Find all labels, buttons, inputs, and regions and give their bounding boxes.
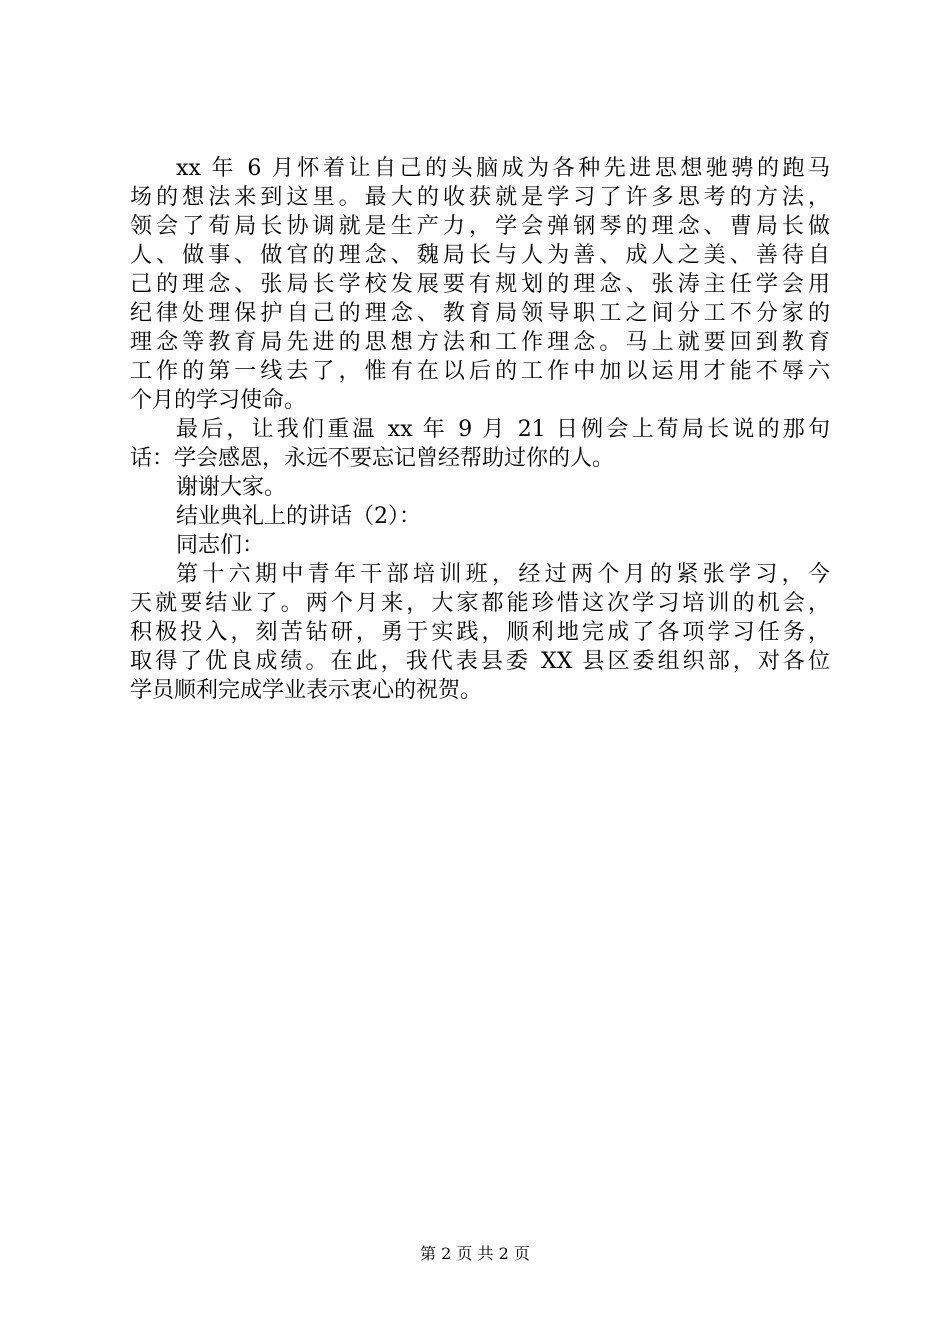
text-line: 话：学会感恩，永远不要忘记曾经帮助过你的人。 [130,446,615,471]
paragraph [130,415,830,473]
paragraph [130,502,830,531]
text-line: 理念等教育局先进的思想方法和工作理念。马上就要回到教育 [130,330,830,355]
paragraph [130,473,830,502]
text-line: 人、做事、做官的理念、魏局长与人为善、成人之美、善待自 [130,243,830,268]
salutation: 同志们： [176,533,265,558]
text-line: 积极投入，刻苦钻研，勇于实践，顺利地完成了各项学习任务， [130,620,830,645]
section-heading: 结业典礼上的讲话（2）： [176,504,421,529]
text-line: 最后，让我们重温 xx 年 9 月 21 日例会上荀局长说的那句 [176,417,830,442]
paragraph [130,560,830,705]
page-number: 第 2 页 共 2 页 [420,1244,530,1263]
text-line: 工作的第一线去了，惟有在以后的工作中加以运用才能不辱六 [130,359,830,384]
text-line: 领会了荀局长协调就是生产力，学会弹钢琴的理念、曹局长做 [130,214,830,239]
text-line: 第十六期中青年干部培训班，经过两个月的紧张学习，今 [176,562,830,587]
text-line: 学员顺利完成学业表示衷心的祝贺。 [130,678,483,703]
text-line: xx 年 6 月怀着让自己的头脑成为各种先进思想驰骋的跑马 [176,156,830,181]
text-line: 场的想法来到这里。最大的收获就是学习了许多思考的方法， [130,185,830,210]
text-line: 纪律处理保护自己的理念、教育局领导职工之间分工不分家的 [130,301,830,326]
text-line: 己的理念、张局长学校发展要有规划的理念、张涛主任学会用 [130,272,830,297]
document-body [130,154,830,705]
paragraph [130,531,830,560]
text-line: 谢谢大家。 [176,475,287,500]
text-line: 取得了优良成绩。在此，我代表县委 XX 县区委组织部，对各位 [130,649,830,674]
text-line: 天就要结业了。两个月来，大家都能珍惜这次学习培训的机会， [130,591,830,616]
text-line: 个月的学习使命。 [130,388,307,413]
paragraph [130,154,830,415]
page-footer [0,1243,950,1265]
